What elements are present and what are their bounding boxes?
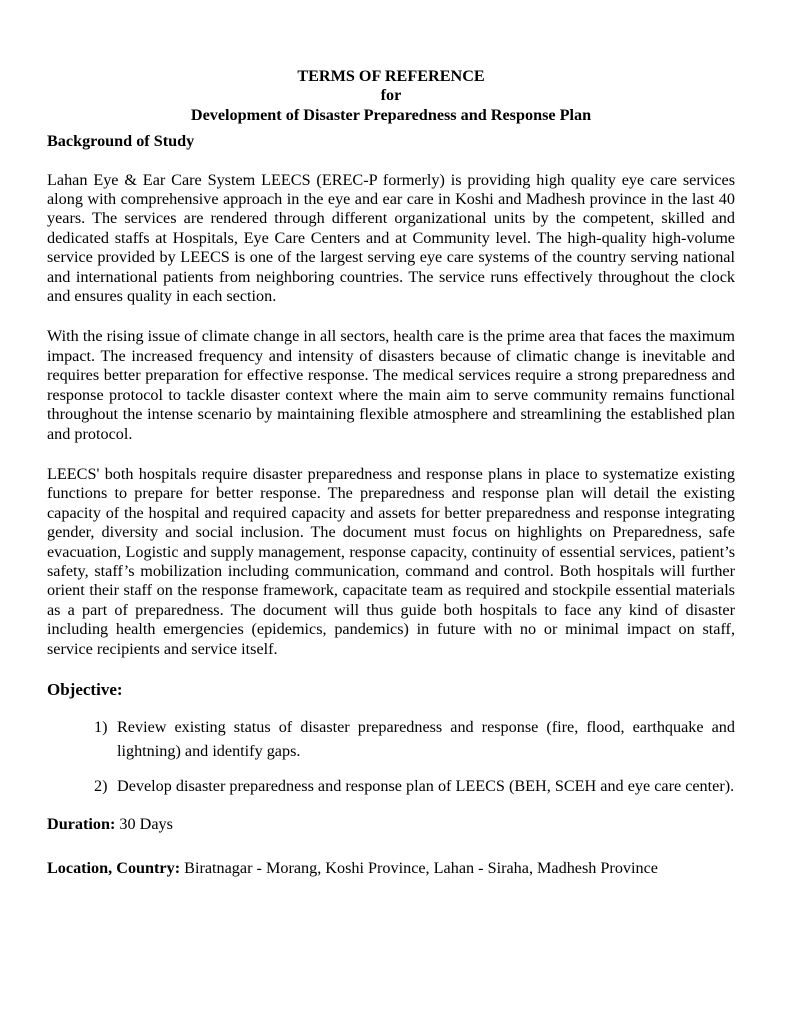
document-page [47,67,735,904]
objective-item-text: Review existing status of disaster preparedness and response (fire, flood, earthquake and lightning) and identify gaps. [117,718,735,760]
location-value: Biratnagar - Morang, Koshi Province, Lahan - Siraha, Madhesh Province [180,859,658,878]
objective-item [47,716,735,763]
objective-item-text: Develop disaster preparedness and response plan of LEECS (BEH, SCEH and eye care center). [117,777,735,796]
objective-list [47,716,735,799]
duration-label: Duration: [47,814,116,833]
objective-item-number: 1) [94,718,108,737]
objective-heading: Objective: [47,679,123,699]
document-title: TERMS OF REFERENCE [297,67,485,85]
location-line [47,859,735,878]
objective-item [47,775,735,799]
objective-item-number: 2) [94,777,108,796]
document-subtitle: Development of Disaster Preparedness and Response Plan [190,105,592,124]
document-title-connector: for [380,86,402,105]
location-label: Location, Country: [47,859,181,878]
document-title-block [47,67,735,125]
duration-value: 30 Days [115,814,173,833]
background-paragraph-3: LEECS' both hospitals require disaster preparedness and response plans in place to systematize existing functions to prepare for better response. The preparedness and response plan will detail the existing capacity of the hospital and required capacity and assets for better preparedness and response integrating gender, diversity and social inclusion. The document must focus on highlights on Preparedness, safe evacuation, Logistic and supply management, response capacity, continuity of essential services, patient’s safety, staff’s mobilization including communication, command and control. Both hospitals will further orient their staff on the response framework, capacitate team as required and stockpile essential materials as a part of preparedness. The document will thus guide both hospitals to face any kind of disaster including health emergencies (epidemics, pandemics) in future with no or minimal impact on staff, service recipients and service itself. [47,464,735,658]
duration-line [47,815,735,834]
background-heading: Background of Study [47,132,195,151]
background-paragraph-2: With the rising issue of climate change in all sectors, health care is the prime area that faces the maximum impact. The increased frequency and intensity of disasters because of climatic change is inevitable and requires better preparation for effective response. The medical services require a strong preparedness and response protocol to tackle disaster context where the main aim to serve community remains functional throughout the intense scenario by maintaining flexible atmosphere and streamlining the established plan and protocol. [47,327,735,443]
background-paragraph-1: Lahan Eye & Ear Care System LEECS (EREC-P formerly) is providing high quality eye care services along with comprehensive approach in the eye and ear care in Koshi and Madhesh province in the last 40 years. The services are rendered through different organizational units by the competent, skilled and dedicated staffs at Hospitals, Eye Care Centers and at Community level. The high-quality high-volume service provided by LEECS is one of the largest serving eye care systems of the country serving national and international patients from neighboring countries. The service runs effectively throughout the clock and ensures quality in each section. [47,170,735,306]
